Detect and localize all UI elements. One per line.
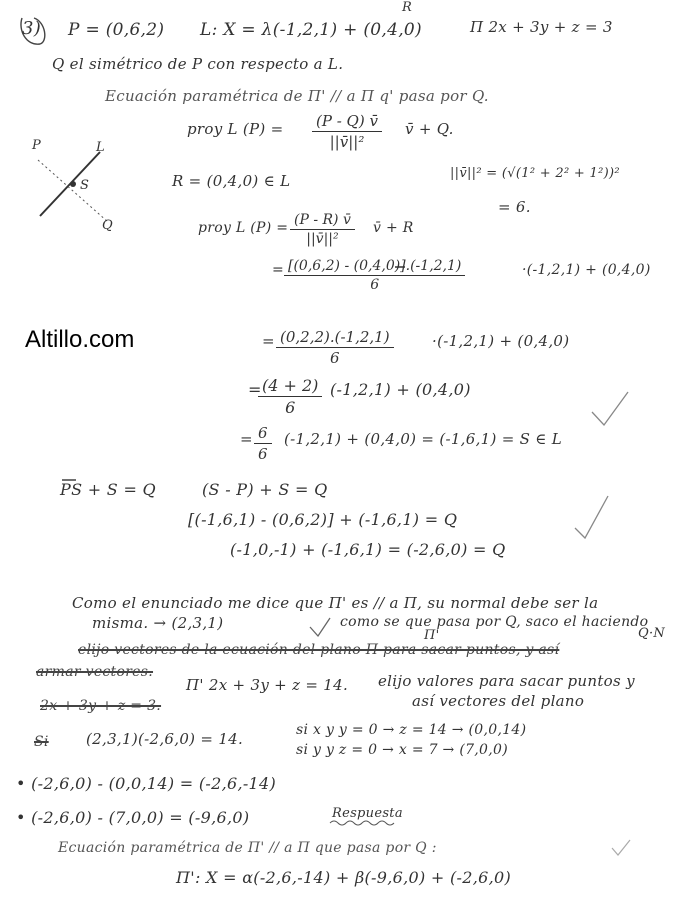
step4-fraction xyxy=(254,424,272,463)
substitution-2: (-1,0,-1) + (-1,6,1) = (-2,6,0) = Q xyxy=(230,540,506,559)
diagram-perpendicular xyxy=(38,160,108,222)
projection2-fraction xyxy=(290,212,355,247)
diagram-point-s xyxy=(70,181,76,187)
sp-equation: (S - P) + S = Q xyxy=(202,480,328,499)
step1-fraction xyxy=(284,258,465,293)
struck-line-3: 2x + 3y + z = 3. xyxy=(40,698,162,714)
step2-equals: = xyxy=(262,332,275,350)
step2-fraction xyxy=(276,328,394,367)
check-mark-3 xyxy=(310,618,330,636)
respuesta-label: Respuesta xyxy=(332,806,403,821)
final-equation: Π': X = α(-2,6,-14) + β(-9,6,0) + (-2,6,0) xyxy=(176,868,511,887)
line-l: L: X = λ(-1,2,1) + (0,4,0) xyxy=(200,20,422,40)
struck-line-2: armar vectores. xyxy=(36,664,154,680)
fraction-denominator: 6 xyxy=(370,277,380,293)
step4-equals: = xyxy=(240,430,253,448)
step3-tail: (-1,2,1) + (0,4,0) xyxy=(330,380,471,399)
projection2-tail: v̄ + R xyxy=(373,220,414,236)
substitution-1: [(-1,6,1) - (0,6,2)] + (-1,6,1) = Q xyxy=(188,510,458,529)
fraction-numerator: (P - R) v̄ xyxy=(290,212,355,230)
fraction-numerator: (4 + 2) xyxy=(258,376,322,397)
fraction-denominator: ||v̄||² xyxy=(306,231,339,247)
check-mark-4 xyxy=(612,840,630,855)
q-definition: Q el simétrico de P con respecto a L. xyxy=(52,55,344,73)
diagram-label-s: S xyxy=(80,178,90,193)
dot-product: (2,3,1)(-2,6,0) = 14. xyxy=(86,730,244,748)
step3-fraction xyxy=(258,376,322,417)
projection-label: proy L (P) = xyxy=(187,120,284,138)
struck-si: Si xyxy=(34,734,49,750)
step3-equals: = xyxy=(248,380,262,399)
check-mark-2 xyxy=(575,496,608,538)
exercise-number: 3) xyxy=(22,18,42,39)
ps-equation: PS + S = Q xyxy=(60,480,156,499)
struck-line-1: elijo vectores de la ecuación del plano Π para sacar puntos, y así xyxy=(78,642,560,658)
explanation-line-2b: como se que pasa por Q, saco el haciendo xyxy=(340,614,649,630)
asi-vectores: así vectores del plano xyxy=(412,692,585,710)
case-2: si y y z = 0 → x = 7 → (7,0,0) xyxy=(296,742,508,758)
check-mark-1 xyxy=(592,392,628,425)
task-statement: Ecuación paramétrica de Π' // a Π q' pasa por Q. xyxy=(105,87,489,105)
diagram-label-l: L xyxy=(96,140,105,155)
fraction-denominator: 6 xyxy=(285,398,296,417)
elijo-valores: elijo valores para sacar puntos y xyxy=(378,672,635,690)
diagram-label-p: P xyxy=(32,138,42,153)
point-p: P = (0,6,2) xyxy=(68,20,165,40)
fraction-numerator: 6 xyxy=(254,424,272,444)
altillo-watermark: Altillo.com xyxy=(25,326,135,353)
case-1: si x y y = 0 → z = 14 → (0,0,14) xyxy=(296,722,527,738)
fraction-numerator: (0,2,2).(-1,2,1) xyxy=(276,328,394,348)
fraction-numerator: (P - Q) v̄ xyxy=(312,112,382,132)
projection-fraction xyxy=(312,112,382,151)
explanation-line-2: misma. → (2,3,1) xyxy=(92,614,224,632)
norm-value: = 6. xyxy=(498,198,531,216)
vector-1: • (-2,6,0) - (0,0,14) = (-2,6,-14) xyxy=(16,774,277,793)
fraction-denominator: 6 xyxy=(330,349,340,367)
respuesta-underline xyxy=(330,821,394,825)
r-belongs-l: R = (0,4,0) ∈ L xyxy=(172,172,291,190)
step2-tail: ·(-1,2,1) + (0,4,0) xyxy=(432,332,570,350)
step1-tail: ·(-1,2,1) + (0,4,0) xyxy=(522,262,651,278)
fraction-denominator: ||v̄||² xyxy=(329,133,365,151)
fraction-numerator: [(0,6,2) - (0,4,0)].(-1,2,1) xyxy=(284,258,465,276)
step4-tail: (-1,2,1) + (0,4,0) = (-1,6,1) = S ∈ L xyxy=(284,430,563,448)
diagram-label-q: Q xyxy=(102,218,113,233)
norm-squared: ||v̄||² = (√(1² + 2² + 1²))² xyxy=(450,166,620,181)
pi-prime-equation: Π' 2x + 3y + z = 14. xyxy=(186,676,349,694)
q-dot-n: Q·N xyxy=(638,626,666,641)
final-title: Ecuación paramétrica de Π' // a Π que pasa por Q : xyxy=(58,840,437,856)
projection-tail: v̄ + Q. xyxy=(405,120,454,138)
label-r: R xyxy=(402,0,413,15)
plane-pi: Π 2x + 3y + z = 3 xyxy=(470,18,613,36)
explanation-line-1: Como el enunciado me dice que Π' es // a Π, su normal debe ser la xyxy=(72,594,599,612)
fraction-denominator: 6 xyxy=(258,445,268,463)
step1-equals: = xyxy=(272,262,285,278)
projection2-label: proy L (P) = xyxy=(198,220,289,236)
pi-prime-small: Π' xyxy=(424,628,440,643)
vector-2: • (-2,6,0) - (7,0,0) = (-9,6,0) xyxy=(16,808,250,827)
